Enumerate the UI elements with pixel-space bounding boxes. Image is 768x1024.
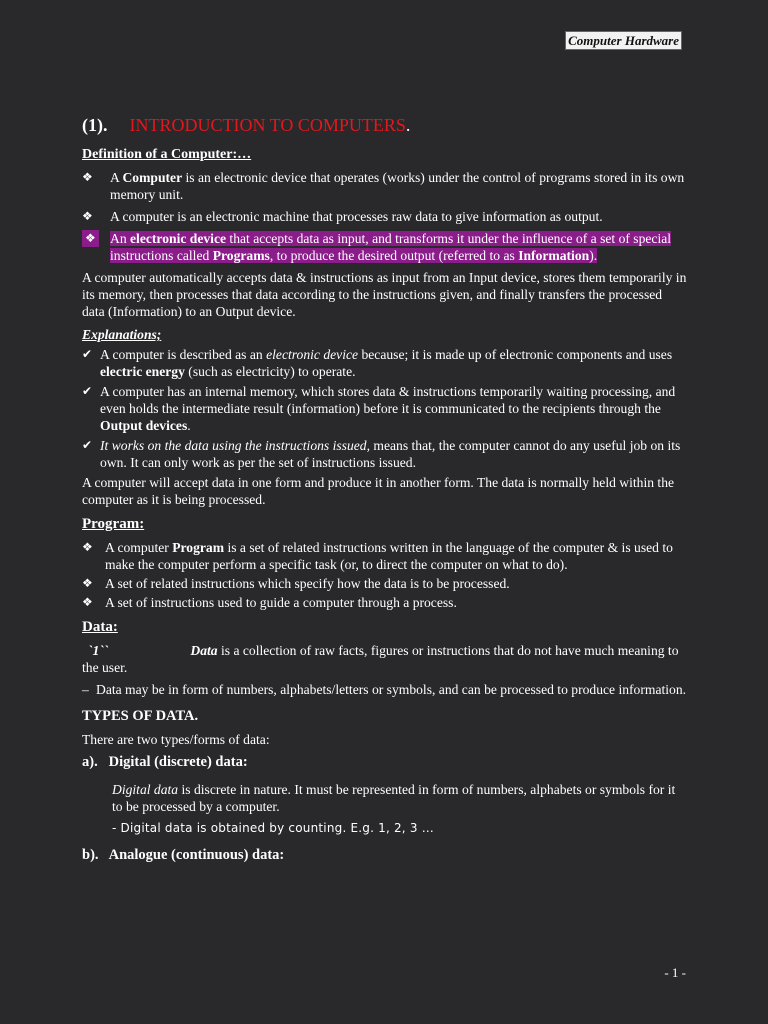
text-span: .	[187, 418, 191, 433]
italic-term: Digital data	[112, 782, 179, 797]
digital-data-text	[82, 781, 688, 815]
text-span: , to produce the desired output (referred to as	[269, 248, 519, 263]
diamond-bullet-icon: ❖	[82, 209, 93, 223]
list-item	[82, 437, 688, 471]
diamond-bullet-icon: ❖	[82, 576, 93, 590]
text-span: is discrete in nature. It must be represented in form of numbers, alphabets or symbols for it to be processed by a computer.	[112, 782, 676, 814]
chapter-number: (1).	[82, 115, 108, 135]
highlighted-list-item	[82, 230, 688, 264]
data-definition	[82, 642, 688, 676]
bold-term: Information	[518, 248, 590, 263]
list-item	[82, 346, 688, 380]
digital-data-sub: - Digital data is obtained by counting. E.g. 1, 2, 3 …	[112, 821, 434, 835]
definition-heading: Definition of a Computer:…	[82, 147, 252, 162]
bold-term: electric energy	[100, 364, 185, 379]
text-span: is a set of related instructions written in the language of the computer & is used to make the computer perform a specific task (or, to direct the computer on what to do).	[105, 540, 673, 572]
page-content	[82, 114, 688, 864]
list-item	[82, 208, 688, 225]
list-item	[82, 539, 688, 573]
text-span: Digital data is obtained by counting. E.g. 1, 2, 3 …	[120, 821, 434, 835]
program-heading: Program:	[82, 516, 145, 532]
types-heading: TYPES OF DATA.	[82, 708, 199, 724]
diamond-bullet-icon: ❖	[82, 540, 93, 554]
italic-term: electronic device	[266, 347, 359, 362]
explanations-list	[82, 346, 688, 471]
subsection-label: b).	[82, 847, 99, 863]
bold-term: electronic device	[130, 231, 227, 246]
running-header: Computer Hardware	[565, 31, 682, 50]
text-span: that accepts data as input, and transforms it under the influence of a set of special instructions called	[110, 231, 672, 263]
text-span: A computer is described as an	[100, 347, 267, 362]
definition-paragraph: A computer automatically accepts data & instructions as input from an Input device, stores them temporarily in its memory, then processes that data according to the instructions given, and finally transfers the processed data (Information) to an Output device.	[82, 270, 687, 319]
bold-term: Programs	[212, 248, 270, 263]
text-span: A computer is an electronic machine that processes raw data to give information as output.	[110, 209, 603, 224]
text-span: A set of related instructions which specify how the data is to be processed.	[105, 576, 510, 591]
explanations-heading: Explanations;	[82, 327, 162, 342]
data-heading: Data:	[82, 619, 118, 635]
text-span: A	[110, 170, 123, 185]
bold-term: Output devices	[100, 418, 188, 433]
bold-term: Program	[172, 540, 225, 555]
text-span: A computer	[105, 540, 173, 555]
list-item	[82, 575, 688, 592]
check-bullet-icon: ✔	[82, 347, 93, 361]
text-span: is an electronic device that operates (works) under the control of programs stored in its own memory unit.	[110, 170, 685, 202]
italic-term: It works on the data using the instructions issued,	[100, 438, 370, 453]
diamond-bullet-icon: ❖	[82, 170, 93, 184]
definition-list	[82, 169, 688, 264]
diamond-bullet-icon: ❖	[82, 595, 93, 609]
bold-term: Computer	[122, 170, 183, 185]
chapter-heading: INTRODUCTION TO COMPUTERS	[129, 115, 406, 135]
list-item	[82, 594, 688, 611]
list-item	[82, 383, 688, 434]
subsection-b-title	[82, 847, 688, 864]
subsection-title: Analogue (continuous) data:	[108, 847, 285, 863]
explanations-paragraph: A computer will accept data in one form and produce it in another form. The data is normally held within the computer as it is being processed.	[82, 475, 675, 507]
bold-italic-term: Data	[190, 643, 218, 658]
page-number: - 1 -	[664, 965, 686, 980]
text-span: because; it is made up of electronic components and uses	[358, 347, 673, 362]
text-span: ).	[589, 248, 598, 263]
chapter-title	[82, 114, 688, 136]
program-list	[82, 539, 688, 611]
chapter-dot: .	[405, 115, 411, 135]
text-span: Data may be in form of numbers, alphabets/letters or symbols, and can be processed to produce information.	[96, 682, 687, 697]
text-span: is a collection of raw facts, figures or instructions that do not have much meaning to the user.	[82, 643, 679, 675]
text-span: A computer has an internal memory, which stores data & instructions temporarily waiting processing, and even holds the intermediate result (information) before it is communicated to the recipients through the	[100, 384, 676, 416]
subsection-label: a).	[82, 754, 98, 770]
check-bullet-icon: ✔	[82, 438, 93, 452]
diamond-bullet-icon: ❖	[82, 230, 99, 247]
list-item	[82, 169, 688, 203]
types-intro: There are two types/forms of data:	[82, 732, 270, 747]
text-span: (such as electricity) to operate.	[184, 364, 356, 379]
subsection-title: Digital (discrete) data:	[108, 754, 248, 770]
check-bullet-icon: ✔	[82, 384, 93, 398]
text-span: means that, the computer cannot do any useful job on its own. It can only work as per the set of instructions issued.	[100, 438, 681, 470]
stray-mark: `1``	[88, 643, 109, 658]
text-span: An	[110, 231, 131, 246]
data-dash-item	[82, 681, 688, 698]
highlighted-text	[110, 231, 671, 263]
text-span: A set of instructions used to guide a computer through a process.	[105, 595, 457, 610]
subsection-a-title	[82, 754, 688, 771]
dash-bullet-icon: –	[82, 682, 89, 697]
